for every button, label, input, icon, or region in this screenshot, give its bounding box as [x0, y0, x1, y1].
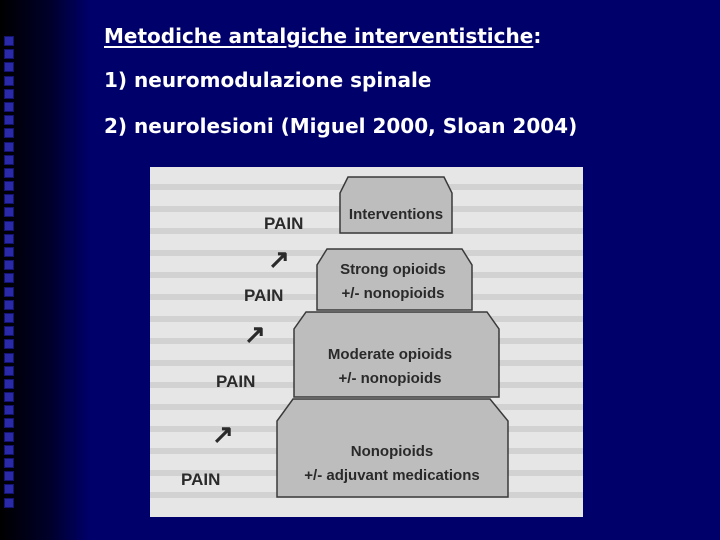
pain-label-4: PAIN: [264, 214, 304, 233]
list-item-1: 1) neuromodulazione spinale: [104, 68, 432, 92]
decorative-square: [4, 207, 14, 217]
decorative-square: [4, 339, 14, 349]
decorative-square: [4, 247, 14, 257]
decorative-square: [4, 471, 14, 481]
slide-title-colon: :: [533, 24, 542, 48]
decorative-square: [4, 221, 14, 231]
decorative-square: [4, 392, 14, 402]
ladder-step-1-shape: [340, 177, 452, 233]
pain-label-1: PAIN: [181, 470, 221, 489]
decorative-square: [4, 498, 14, 508]
decorative-square: [4, 234, 14, 244]
analgesic-ladder-svg: [150, 167, 583, 517]
decorative-square: [4, 326, 14, 336]
decorative-square: [4, 49, 14, 59]
slide-title-text: Metodiche antalgiche interventistiche: [104, 24, 534, 48]
arrow-up-icon: ↗: [268, 244, 290, 274]
decorative-square: [4, 287, 14, 297]
ladder-step-4-line2: +/- adjuvant medications: [304, 467, 480, 484]
decorative-square: [4, 62, 14, 72]
decorative-square: [4, 353, 14, 363]
decorative-square: [4, 155, 14, 165]
decorative-square: [4, 260, 14, 270]
decorative-square: [4, 194, 14, 204]
decorative-square: [4, 484, 14, 494]
decorative-square: [4, 418, 14, 428]
decorative-square: [4, 432, 14, 442]
decorative-square: [4, 36, 14, 46]
decorative-square: [4, 405, 14, 415]
decorative-square: [4, 366, 14, 376]
decorative-square: [4, 458, 14, 468]
arrow-up-icon: ↗: [244, 319, 266, 349]
ladder-step-2-line1: Strong opioids: [340, 261, 446, 278]
list-item-2: 2) neurolesioni (Miguel 2000, Sloan 2004): [104, 114, 578, 138]
decorative-square: [4, 89, 14, 99]
decorative-square: [4, 115, 14, 125]
decorative-square: [4, 300, 14, 310]
decorative-square: [4, 142, 14, 152]
decorative-square: [4, 128, 14, 138]
ladder-step-4-line1: Nonopioids: [350, 443, 434, 460]
ladder-step-3-line2: +/- nonopioids: [338, 370, 442, 387]
ladder-step-1-label: Interventions: [348, 206, 444, 223]
arrow-up-icon: ↗: [212, 419, 234, 449]
pain-label-2: PAIN: [216, 372, 256, 391]
decorative-square: [4, 168, 14, 178]
slide-title: [104, 24, 541, 48]
decorative-square-column: [4, 36, 20, 511]
decorative-square: [4, 445, 14, 455]
decorative-square: [4, 379, 14, 389]
ladder-step-3-line1: Moderate opioids: [327, 346, 453, 363]
decorative-square: [4, 181, 14, 191]
pain-label-3: PAIN: [244, 286, 284, 305]
ladder-step-2-line2: +/- nonopioids: [341, 285, 445, 302]
decorative-square: [4, 273, 14, 283]
decorative-square: [4, 313, 14, 323]
decorative-square: [4, 102, 14, 112]
analgesic-ladder-figure: [150, 167, 583, 517]
decorative-square: [4, 76, 14, 86]
